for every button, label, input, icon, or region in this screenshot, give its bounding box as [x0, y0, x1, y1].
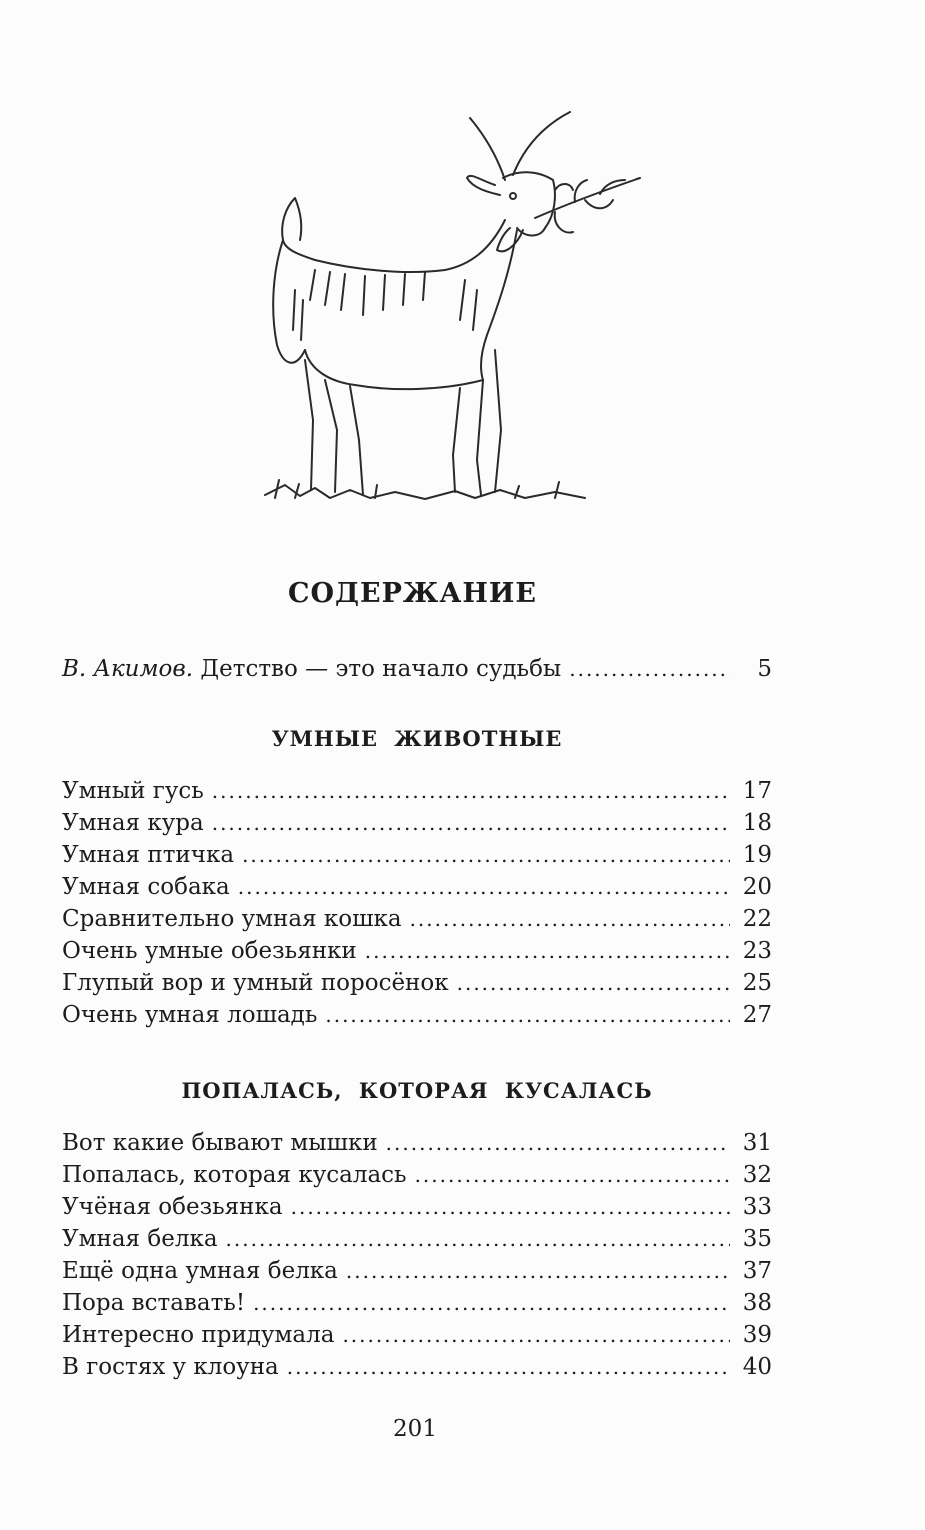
entry-page: 27: [742, 1002, 772, 1028]
entry-title: Ещё одна умная белка: [62, 1258, 338, 1284]
entry-page: 5: [757, 656, 772, 682]
toc-entry: [62, 906, 772, 938]
leader-dots: [325, 1003, 730, 1027]
toc-entry: [62, 1130, 772, 1162]
toc-entry: [62, 1290, 772, 1322]
entry-title: Умная птичка: [62, 842, 235, 868]
entry-title: Интересно придумала: [62, 1322, 335, 1348]
toc-entry: [62, 1194, 772, 1226]
leader-dots: [569, 657, 730, 681]
toc-entry: [62, 778, 772, 810]
toc-heading: СОДЕРЖАНИЕ: [288, 578, 537, 609]
toc-entry: [62, 970, 772, 1002]
entry-page: 18: [742, 810, 772, 836]
entry-page: 31: [742, 1130, 772, 1156]
leader-dots: [242, 843, 730, 867]
entry-title: Сравнительно умная кошка: [62, 906, 402, 932]
entry-title: Попалась, которая кусалась: [62, 1162, 407, 1188]
entry-page: 19: [742, 842, 772, 868]
entry-page: 32: [742, 1162, 772, 1188]
toc-entry: [62, 1226, 772, 1258]
toc-entry: [62, 938, 772, 970]
entry-author: В. Акимов.: [62, 656, 194, 682]
leader-dots: [415, 1163, 730, 1187]
leader-dots: [238, 875, 730, 899]
entry-page: 37: [742, 1258, 772, 1284]
section-heading-smart-animals: УМНЫЕ ЖИВОТНЫЕ: [271, 726, 563, 751]
entry-page: 20: [742, 874, 772, 900]
leader-dots: [212, 811, 730, 835]
entry-page: 33: [742, 1194, 772, 1220]
leader-dots: [212, 779, 730, 803]
entry-title: Вот какие бывают мышки: [62, 1130, 378, 1156]
toc-entry: [62, 874, 772, 906]
goat-illustration: [255, 100, 655, 510]
page-number: 201: [393, 1416, 437, 1442]
entry-page: 23: [742, 938, 772, 964]
entry-title: Пора вставать!: [62, 1290, 246, 1316]
entry-title: В гостях у клоуна: [62, 1354, 279, 1380]
toc-entry: [62, 842, 772, 874]
toc-entry: [62, 1162, 772, 1194]
entry-page: 25: [742, 970, 772, 996]
toc-entry: [62, 810, 772, 842]
leader-dots: [291, 1195, 730, 1219]
toc-entry: [62, 1354, 772, 1386]
entry-page: 22: [742, 906, 772, 932]
leader-dots: [365, 939, 730, 963]
toc-entry: [62, 1258, 772, 1290]
entry-page: 35: [742, 1226, 772, 1252]
entry-page: 39: [742, 1322, 772, 1348]
leader-dots: [253, 1291, 730, 1315]
entry-title: Умный гусь: [62, 778, 204, 804]
entry-title: Учёная обезьянка: [62, 1194, 283, 1220]
entry-title: Умная белка: [62, 1226, 218, 1252]
toc-entry: [62, 1322, 772, 1354]
leader-dots: [346, 1259, 730, 1283]
entry-title: Детство — это начало судьбы: [200, 656, 562, 682]
section-heading-caught-biter: ПОПАЛАСЬ, КОТОРАЯ КУСАЛАСЬ: [181, 1078, 653, 1103]
toc-entry: [62, 1002, 772, 1034]
leader-dots: [410, 907, 730, 931]
entry-page: 38: [742, 1290, 772, 1316]
leader-dots: [342, 1323, 730, 1347]
toc-entry-intro: [62, 656, 772, 688]
leader-dots: [287, 1355, 730, 1379]
entry-title: Очень умная лошадь: [62, 1002, 318, 1028]
entry-title: Глупый вор и умный поросёнок: [62, 970, 449, 996]
leader-dots: [457, 971, 730, 995]
leader-dots: [386, 1131, 730, 1155]
entry-page: 17: [742, 778, 772, 804]
entry-title: Очень умные обезьянки: [62, 938, 357, 964]
entry-title: Умная собака: [62, 874, 230, 900]
entry-page: 40: [742, 1354, 772, 1380]
entry-title: Умная кура: [62, 810, 204, 836]
leader-dots: [226, 1227, 730, 1251]
